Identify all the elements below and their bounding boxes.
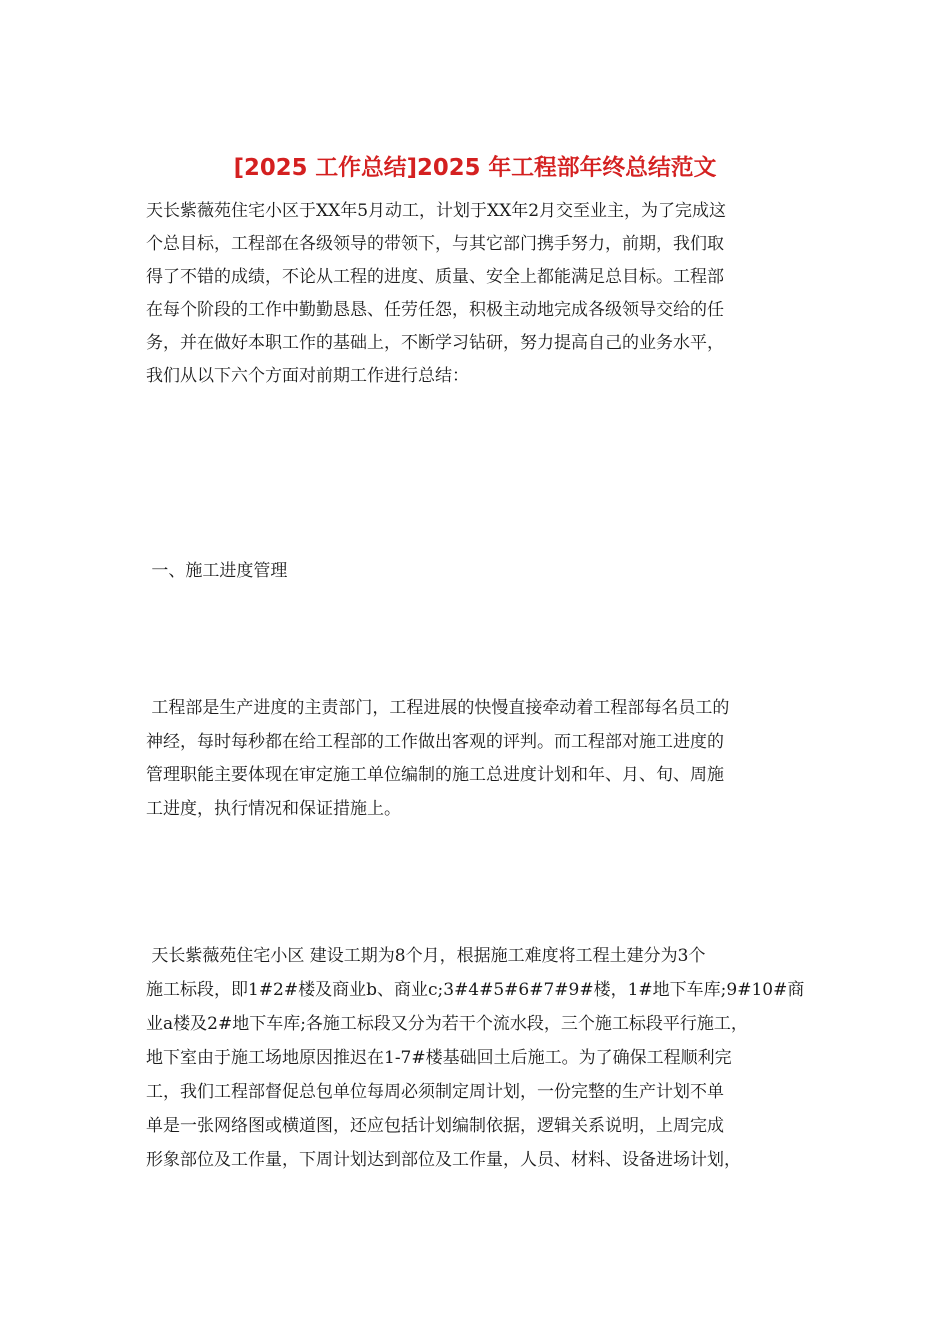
document-title: [2025 工作总结]2025 年工程部年终总结范文: [233, 155, 717, 181]
text-line: 在每个阶段的工作中勤勤恳恳、任劳任怨，积极主动地完成各级领导交给的任: [146, 300, 724, 320]
text-line: 工进度，执行情况和保证措施上。: [146, 799, 401, 819]
text-line: 天长紫薇苑住宅小区 建设工期为8个月，根据施工难度将工程土建分为3个: [146, 946, 706, 966]
section-heading: 一、施工进度管理: [146, 561, 288, 581]
text-line: 神经，每时每秒都在给工程部的工作做出客观的评判。而工程部对施工进度的: [146, 732, 724, 752]
text-line: 工，我们工程部督促总包单位每周必须制定周计划，一份完整的生产计划不单: [146, 1082, 724, 1102]
text-line: 施工标段，即1#2#楼及商业b、商业c;3#4#5#6#7#9#楼，1#地下车库;9#10#商: [146, 980, 805, 1000]
text-line: 管理职能主要体现在审定施工单位编制的施工总进度计划和年、月、旬、周施: [146, 765, 724, 785]
text-line: 单是一张网络图或横道图，还应包括计划编制依据，逻辑关系说明，上周完成: [146, 1116, 724, 1136]
text-line: 个总目标，工程部在各级领导的带领下，与其它部门携手努力，前期，我们取: [146, 234, 724, 254]
text-line: 得了不错的成绩，不论从工程的进度、质量、安全上都能满足总目标。工程部: [146, 267, 724, 287]
text-line: 地下室由于施工场地原因推迟在1-7#楼基础回土后施工。为了确保工程顺利完: [146, 1048, 732, 1068]
text-line: 工程部是生产进度的主责部门，工程进展的快慢直接牵动着工程部每名员工的: [146, 698, 730, 718]
text-line: 形象部位及工作量，下周计划达到部位及工作量，人员、材料、设备进场计划，: [146, 1150, 741, 1170]
text-line: 业a楼及2#地下车库;各施工标段又分为若干个流水段，三个施工标段平行施工，: [146, 1014, 748, 1034]
text-line: 务，并在做好本职工作的基础上，不断学习钻研，努力提高自己的业务水平，: [146, 333, 724, 353]
text-line: 天长紫薇苑住宅小区于XX年5月动工，计划于XX年2月交至业主，为了完成这: [146, 201, 727, 221]
text-line: 我们从以下六个方面对前期工作进行总结：: [146, 366, 469, 386]
